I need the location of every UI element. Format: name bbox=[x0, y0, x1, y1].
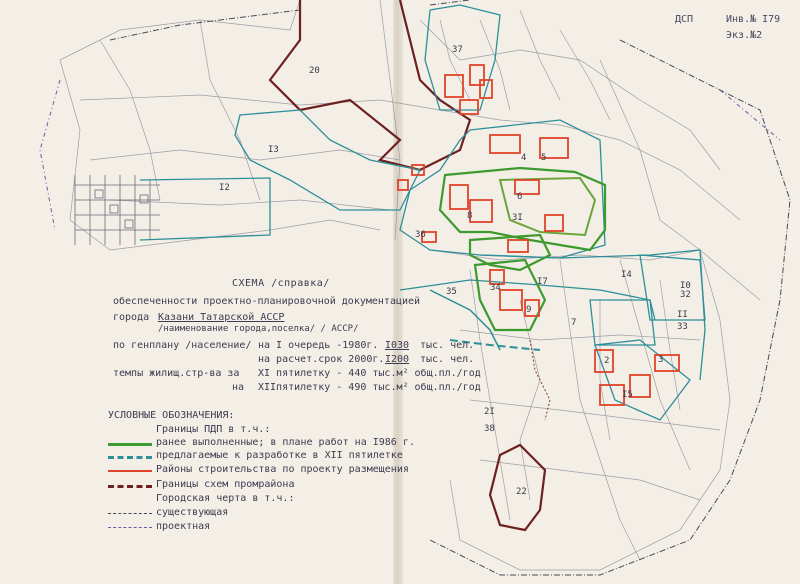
zone-label-6: 6 bbox=[517, 192, 523, 202]
legend-districts: Районы строительства по проекту размещения bbox=[156, 464, 409, 475]
zone-label-9: 9 bbox=[526, 305, 532, 315]
stamp-dsp: ДСП bbox=[675, 14, 694, 25]
legend-pdp: Границы ПДП в т.ч.: bbox=[156, 424, 271, 435]
legend-swatch-done bbox=[108, 443, 152, 446]
stamp-inv: Инв.№ I79 bbox=[726, 14, 781, 25]
zone-label-8: 8 bbox=[467, 211, 473, 221]
legend-done: ранее выполненные; в плане работ на I986 г. bbox=[156, 437, 415, 448]
legend-heading: УСЛОВНЫЕ ОБОЗНАЧЕНИЯ: bbox=[108, 410, 235, 421]
zone-label-5: 5 bbox=[541, 153, 547, 163]
west-grid bbox=[75, 175, 160, 245]
zone-label-20: 20 bbox=[309, 66, 320, 76]
zone-label-13: I3 bbox=[268, 145, 279, 155]
zone-label-21: 2I bbox=[484, 407, 495, 417]
legend-swatch-existing bbox=[108, 513, 152, 514]
zone-label-34: 34 bbox=[490, 283, 501, 293]
zone-label-22: 22 bbox=[516, 487, 527, 497]
zone-label-7: 7 bbox=[571, 318, 577, 328]
population-unit2: тыс. чел. bbox=[420, 354, 475, 365]
scheme-title: СХЕМА /справка/ bbox=[232, 278, 330, 289]
housing-row2: XIIпятилетку - 490 тыс.м² общ.пл./год bbox=[258, 382, 481, 393]
population-stage1-value: I030 bbox=[385, 340, 410, 351]
zone-label-4: 4 bbox=[521, 153, 527, 163]
city-prefix: города bbox=[113, 312, 150, 323]
city-name: Казани Татарской АССР bbox=[158, 312, 285, 323]
population-label: по генплану /население/ bbox=[113, 340, 252, 351]
zone-label-10: I0 bbox=[680, 281, 691, 291]
housing-row2-prefix: на bbox=[232, 382, 245, 393]
zone-label-3: 3 bbox=[658, 355, 664, 365]
legend-city-line: Городская черта в т.ч.: bbox=[156, 493, 295, 504]
legend-planned: предлагаемые к разработке в XII пятилетке bbox=[156, 450, 403, 461]
legend-existing: существующая bbox=[156, 507, 229, 518]
zone-label-37: 37 bbox=[452, 45, 463, 55]
legend-design: проектная bbox=[156, 521, 211, 532]
legend-swatch-planned bbox=[108, 456, 152, 459]
zone-label-31: 3I bbox=[512, 213, 523, 223]
zone-label-15: I5 bbox=[622, 390, 633, 400]
zone-label-17: I7 bbox=[537, 277, 548, 287]
housing-label: темпы жилищ.стр-ва за bbox=[113, 368, 240, 379]
legend-swatch-design bbox=[108, 527, 152, 528]
zone-label-32: 32 bbox=[680, 290, 691, 300]
housing-row1: XI пятилетку - 440 тыс.м² общ.пл./год bbox=[258, 368, 481, 379]
population-stage1: на I очередь -1980г. bbox=[258, 340, 379, 351]
zone-label-11: II bbox=[677, 310, 688, 320]
zone-label-35: 35 bbox=[446, 287, 457, 297]
zone-label-12: I2 bbox=[219, 183, 230, 193]
legend-swatch-industrial bbox=[108, 485, 152, 488]
population-stage2-value: I200 bbox=[385, 354, 410, 365]
population-stage2: на расчет.срок 2000г. bbox=[258, 354, 385, 365]
legend-industrial: Границы схем промрайона bbox=[156, 479, 295, 490]
zone-label-36: 36 bbox=[415, 230, 426, 240]
stamp-ekz: Экз.№2 bbox=[726, 30, 763, 41]
population-unit: тыс. чел. bbox=[420, 340, 475, 351]
zone-label-2: 2 bbox=[604, 356, 610, 366]
legend-swatch-districts bbox=[108, 470, 152, 472]
scheme-subtitle: обеспеченности проектно-планировочной документацией bbox=[113, 296, 421, 307]
zone-label-38: 38 bbox=[484, 424, 495, 434]
zone-label-33: 33 bbox=[677, 322, 688, 332]
city-caption: /наименование города,поселка/ / АССР/ bbox=[158, 324, 359, 334]
zone-label-14: I4 bbox=[621, 270, 632, 280]
